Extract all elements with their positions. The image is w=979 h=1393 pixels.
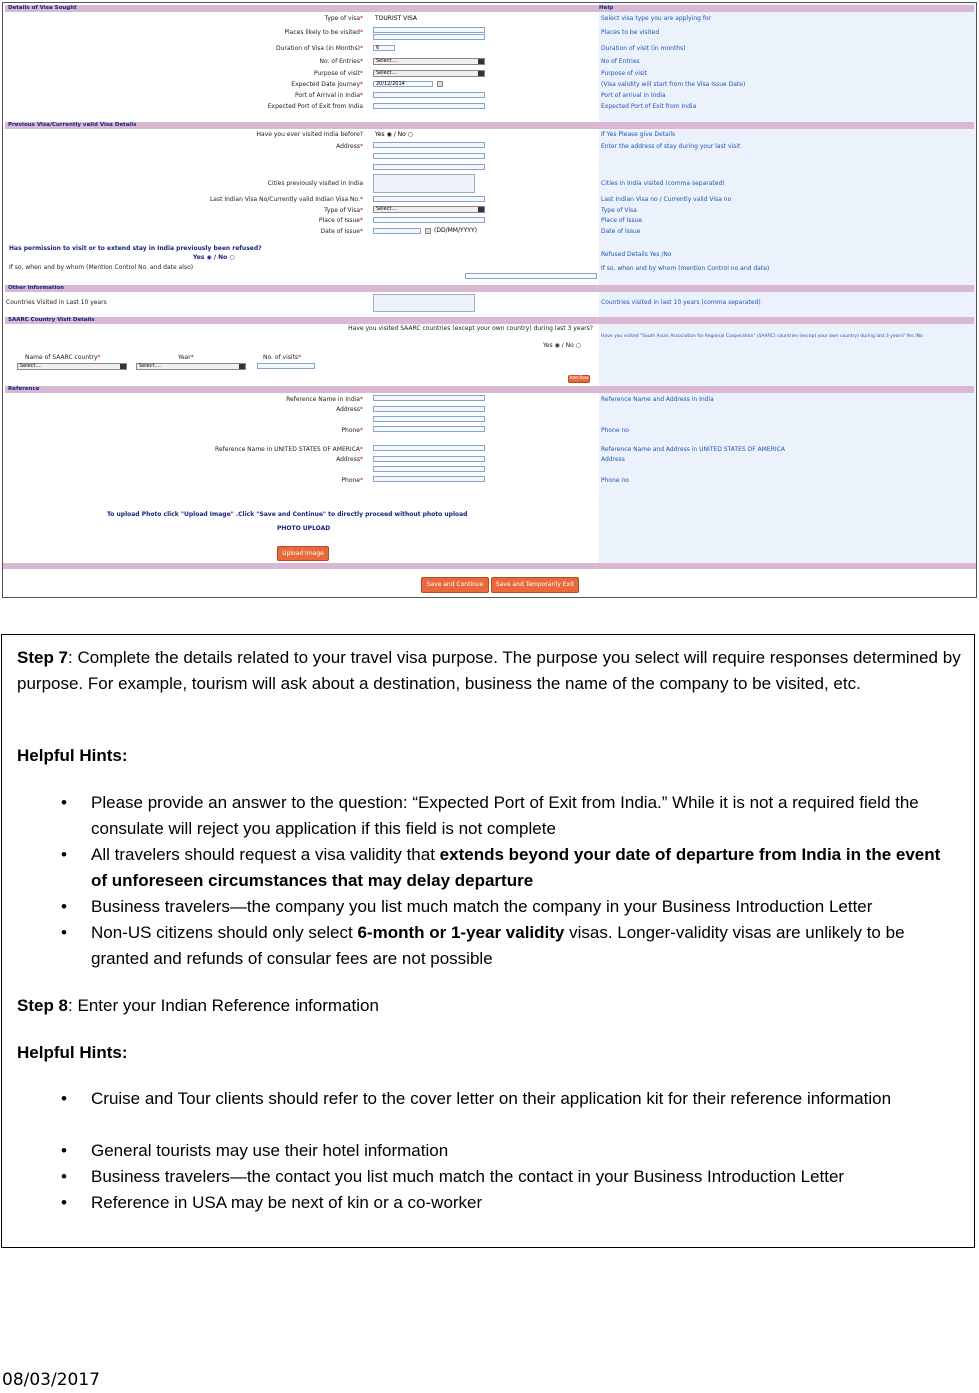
value-type-of-visa: TOURIST VISA <box>375 15 417 22</box>
saarc-radio[interactable]: Yes ◉ / No ○ <box>543 342 581 349</box>
step8-paragraph: Step 8: Enter your Indian Reference information <box>17 996 379 1015</box>
help-ref-usa-address: Address <box>601 456 625 463</box>
ref-usa-address-input-1[interactable] <box>373 456 485 462</box>
port-arrival-input[interactable] <box>373 92 485 98</box>
help-places: Places to be visited <box>601 29 660 36</box>
entries-select[interactable]: Select.... <box>373 58 485 65</box>
address-input-2[interactable] <box>373 153 485 159</box>
help-entries: No of Entries <box>601 58 640 65</box>
refused-radio[interactable]: Yes ◉ / No ○ <box>193 254 235 261</box>
save-exit-button[interactable]: Save and Temporarily Exit <box>491 577 579 593</box>
saarc-country-select[interactable]: Select.... <box>17 363 127 370</box>
port-exit-input[interactable] <box>373 103 485 109</box>
save-continue-button[interactable]: Save and Continue <box>421 577 489 593</box>
duration-input[interactable]: 6 <box>373 45 395 51</box>
footer-date: 08/03/2017 <box>2 1370 100 1390</box>
label-place-issue: Place of Issue* <box>318 217 363 224</box>
section-title: Details of Visa Sought <box>8 5 77 11</box>
date-format-hint: (DD/MM/YYYY) <box>434 227 477 234</box>
label-type-visa-2: Type of Visa* <box>324 207 363 214</box>
help-countries: Countries visited in last 10 years (comma separated) <box>601 299 761 306</box>
ref-address-input-2[interactable] <box>373 416 485 422</box>
purpose-select[interactable]: Select.... <box>373 70 485 77</box>
label-date-issue: Date of Issue* <box>320 228 363 235</box>
label-visits: No. of visits* <box>263 354 302 361</box>
visa-form-screenshot <box>2 2 977 598</box>
form-footer-bar <box>3 563 976 569</box>
help-purpose: Purpose of visit <box>601 70 648 77</box>
label-if-so: If so, when and by whom (Mention Control No. and date also) <box>9 264 194 271</box>
label-phone: Phone* <box>341 427 363 434</box>
help-ref-usa: Reference Name and Address in UNITED STATES OF AMERICA <box>601 446 785 453</box>
label-type-of-visa: Type of visa* <box>324 15 363 22</box>
last-visa-input[interactable] <box>373 196 485 202</box>
help-exit: Expected Port of Exit from India <box>601 103 697 110</box>
calendar-icon[interactable] <box>437 81 443 87</box>
label-ref-india: Reference Name in India* <box>286 396 363 403</box>
label-year: Year* <box>178 354 194 361</box>
journey-date-input[interactable]: 20/12/2014 <box>373 81 433 87</box>
section-title: SAARC Country Visit Details <box>8 317 95 323</box>
help-phone: Phone no <box>601 427 629 434</box>
saarc-visits-input[interactable] <box>257 363 315 369</box>
calendar-icon[interactable] <box>425 228 431 234</box>
help-arrival: Port of arrival in India <box>601 92 666 99</box>
places-input-2[interactable] <box>373 34 485 40</box>
label-ref-address: Address* <box>336 406 363 413</box>
help-address: Enter the address of stay during your last visit <box>601 143 741 150</box>
label-duration: Duration of Visa (in Months)* <box>276 45 363 52</box>
label-saarc-question: Have you visited SAARC countries (except your own country) during last 3 years? <box>348 325 593 332</box>
help-header: Help <box>599 5 614 11</box>
ref-usa-input[interactable] <box>373 445 485 451</box>
hints7-heading: Helpful Hints: <box>17 746 128 765</box>
label-cities: Cities previously visited in India <box>267 180 363 187</box>
type-visa-select[interactable]: Select.... <box>373 206 485 213</box>
help-place-issue: Place of Issue <box>601 217 643 224</box>
help-type: Select visa type you are applying for <box>601 15 712 22</box>
label-address: Address* <box>336 143 363 150</box>
label-saarc-country: Name of SAARC country* <box>25 354 101 361</box>
help-ref-india: Reference Name and Address in India <box>601 396 714 403</box>
if-so-input[interactable] <box>465 273 597 279</box>
help-saarc: Have you visited "South Asian Association for Regional Cooperation" (SAARC) countries (except your own country) during last 3 years? Yes /No <box>601 334 923 339</box>
label-last-visa: Last Indian Visa No/Currently valid Indian Visa No.* <box>209 196 363 203</box>
photo-upload-label: PHOTO UPLOAD <box>277 525 331 532</box>
date-issue-input[interactable] <box>373 228 421 234</box>
step7-paragraph: Step 7: Complete the details related to your travel visa purpose. The purpose you select will require responses determined by purpose. For example, tourism will ask about a destination, business the name of the company to be visited, etc. <box>17 648 961 693</box>
section-saarc <box>5 317 974 324</box>
add-row-button[interactable]: Add Row <box>569 376 589 381</box>
section-other <box>5 285 974 292</box>
section-title: Reference <box>8 386 40 392</box>
label-refused: Has permission to visit or to extend stay in India previously been refused? <box>9 245 262 252</box>
label-ref-usa-phone: Phone* <box>341 477 363 484</box>
label-entries: No. of Entries* <box>319 58 363 65</box>
section-title: Other Information <box>8 285 65 291</box>
help-visited: If Yes Please give Details <box>601 131 676 138</box>
help-ref-usa-phone: Phone no <box>601 477 629 484</box>
label-ref-usa-address: Address* <box>336 456 363 463</box>
address-input-3[interactable] <box>373 164 485 170</box>
upload-note: To upload Photo click "Upload Image" .Click "Save and Continue" to directly proceed without photo upload <box>107 511 468 518</box>
label-countries: Countries Visited in Last 10 years <box>6 299 107 306</box>
section-visa-sought <box>5 5 974 12</box>
countries-textarea[interactable] <box>373 294 475 312</box>
label-journey: Expected Date journey* <box>291 81 363 88</box>
upload-image-button[interactable]: Upload Image <box>277 546 329 561</box>
ref-phone-input[interactable] <box>373 426 485 432</box>
ref-usa-phone-input[interactable] <box>373 476 485 482</box>
cities-textarea[interactable] <box>373 174 475 193</box>
section-reference <box>5 386 974 393</box>
help-last-visa: Last Indian Visa no / Currently valid Visa no <box>601 196 732 203</box>
ref-india-input[interactable] <box>373 395 485 401</box>
help-duration: Duration of visit (in months) <box>601 45 686 52</box>
instructions-box: Step 7: Complete the details related to your travel visa purpose. The purpose you select will require responses determined by purpose. For example, tourism will ask about a destination, business the name of the company to be visited, etc. Helpful Hints: • Please provide an answer to the question: “Expected Port of Exit from India.” While it is not a required field the consulate will reject you application if this field is not complete • All travelers should request a visa validity that extends beyond your date of departure from India in the event of unforeseen circumstances that may delay departure • Business travelers—the company you list much match the company in your Business Introduction Letter • Non-US citizens should only select 6-month or 1-year validity visas. Longer-validity visas are unlikely to be granted and refunds of consular fees are not possible Step 8: Enter your Indian Reference information Helpful Hints: • Cruise and Tour clients should refer to the cover letter on their application kit for their reference information • General tourists may use their hotel information • Business travelers—the contact you list much match the contact in your Business Introduction Letter • Reference in USA may be next of kin or a co-worker <box>1 634 975 1248</box>
label-places: Places likely to be visited* <box>284 29 363 36</box>
visited-before-radio[interactable]: Yes ◉ / No ○ <box>375 131 413 138</box>
ref-usa-address-input-2[interactable] <box>373 466 485 472</box>
ref-address-input-1[interactable] <box>373 406 485 412</box>
section-previous-visa <box>5 122 974 129</box>
label-purpose: Purpose of visit* <box>313 70 363 77</box>
label-ref-usa: Reference Name in UNITED STATES OF AMERICA* <box>215 446 363 453</box>
label-visited-before: Have you ever visited India before? <box>256 131 363 138</box>
help-journey: (Visa validity will start from the Visa Issue Date) <box>601 81 746 88</box>
places-input[interactable] <box>373 27 485 33</box>
help-cities: Cities in India visited (comma separated) <box>601 180 725 187</box>
address-input-1[interactable] <box>373 142 485 148</box>
help-refused: Refused Details Yes /No <box>601 251 672 258</box>
hints8-heading: Helpful Hints: <box>17 1043 128 1062</box>
place-issue-input[interactable] <box>373 217 485 223</box>
saarc-year-select[interactable]: Select.... <box>136 363 246 370</box>
section-title: Previous Visa/Currently valid Visa Details <box>8 122 137 128</box>
help-type-visa: Type of Visa <box>601 207 637 214</box>
help-date-issue: Date of Issue <box>601 228 641 235</box>
help-if-so: If so, when and by whom (mention Control no and date) <box>601 265 770 272</box>
label-port-exit: Expected Port of Exit from India <box>267 103 363 110</box>
label-port-arrival: Port of Arrival in India* <box>295 92 363 99</box>
